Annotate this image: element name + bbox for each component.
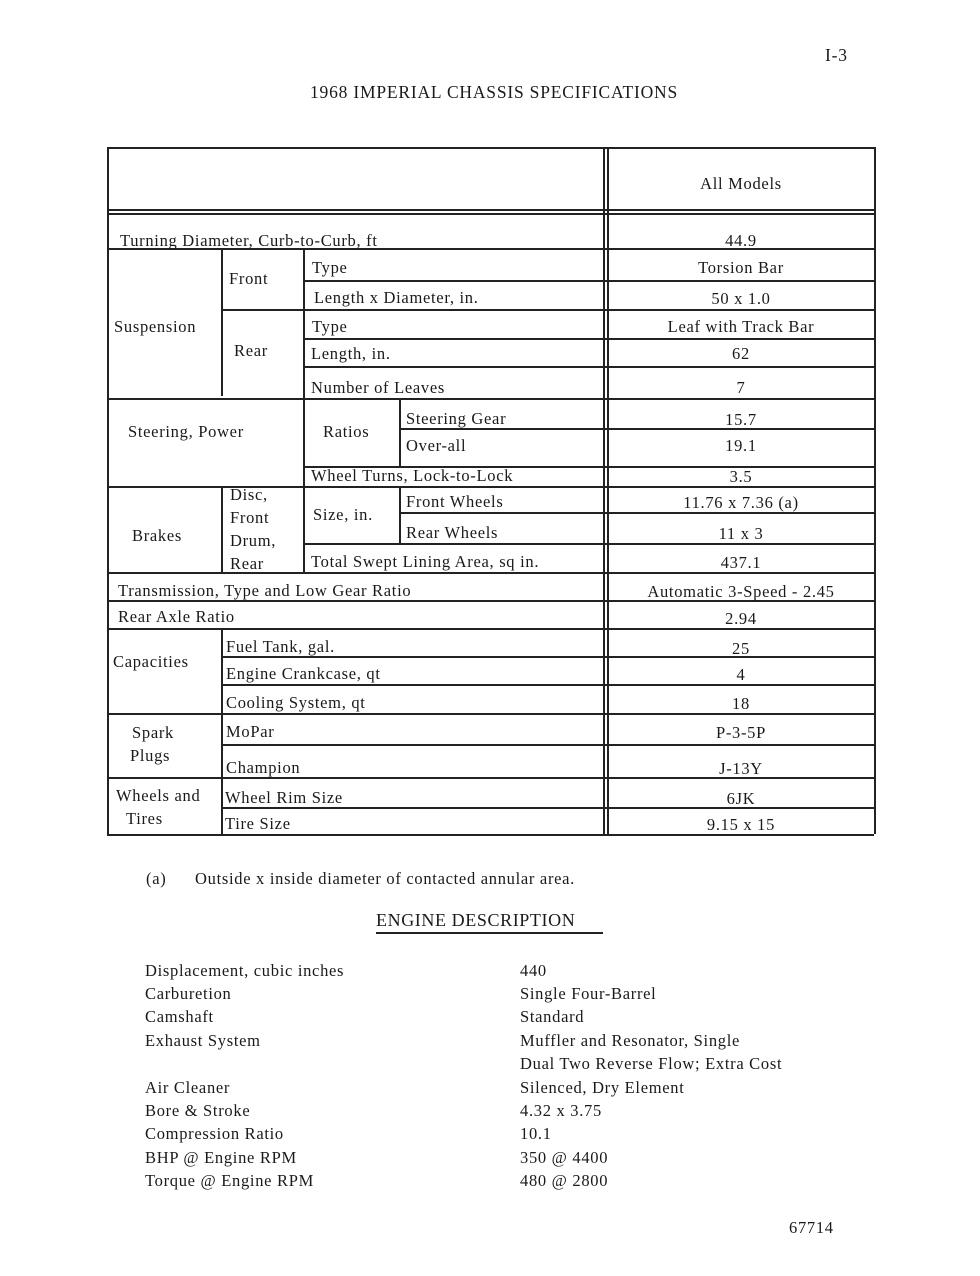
document-number: 67714: [789, 1218, 834, 1237]
row-label: Over-all: [406, 436, 467, 455]
subgroup-label: Rear: [234, 341, 268, 360]
table-rule: [874, 147, 876, 834]
column-header-all-models: All Models: [700, 174, 782, 193]
row-label: Length, in.: [311, 344, 391, 363]
table-rule: [303, 366, 874, 368]
row-label: Fuel Tank, gal.: [226, 637, 335, 656]
footnote-text: Outside x inside diameter of contacted annular area.: [195, 869, 576, 888]
row-value: 437.1: [720, 553, 762, 572]
row-label: Rear Wheels: [406, 523, 499, 542]
table-rule: [107, 147, 874, 149]
table-rule: [221, 744, 874, 746]
section-title-underline: [376, 932, 603, 934]
engine-spec-label: Bore & Stroke: [145, 1101, 251, 1120]
row-label: Length x Diameter, in.: [314, 288, 479, 307]
table-rule: [303, 543, 874, 545]
engine-spec-value: 480 @ 2800: [520, 1171, 609, 1190]
row-value: Leaf with Track Bar: [667, 317, 815, 336]
row-label: Champion: [226, 758, 301, 777]
row-value: Torsion Bar: [698, 258, 784, 277]
row-value: 11.76 x 7.36 (a): [683, 493, 799, 512]
table-rule: [221, 628, 223, 834]
group-label-spark: Spark: [132, 723, 174, 742]
table-rule: [107, 572, 874, 574]
engine-spec-label: Displacement, cubic inches: [145, 961, 345, 980]
row-value: 3.5: [729, 467, 753, 486]
row-value: P-3-5P: [715, 723, 767, 742]
row-value: 2.94: [725, 609, 757, 628]
row-value: 44.9: [725, 231, 757, 250]
row-value: 7: [736, 378, 746, 397]
row-label: Transmission, Type and Low Gear Ratio: [118, 581, 412, 600]
table-rule: [303, 280, 874, 282]
row-value: 11 x 3: [718, 524, 764, 543]
row-value: 19.1: [725, 436, 757, 455]
row-label: MoPar: [226, 722, 275, 741]
row-value: 25: [732, 639, 750, 658]
subgroup-label: Size, in.: [313, 505, 373, 524]
subgroup-label: Disc,: [230, 485, 268, 504]
row-label: Number of Leaves: [311, 378, 445, 397]
table-rule: [303, 338, 874, 340]
row-value: Automatic 3-Speed - 2.45: [647, 582, 835, 601]
row-label: Engine Crankcase, qt: [226, 664, 381, 683]
row-label: Wheel Turns, Lock-to-Lock: [311, 466, 514, 485]
engine-spec-value: 440: [520, 961, 547, 980]
group-label-capacities: Capacities: [113, 652, 189, 671]
row-label: Tire Size: [225, 814, 291, 833]
table-rule: [399, 486, 401, 543]
engine-spec-value: 10.1: [520, 1124, 552, 1143]
engine-spec-value: Muffler and Resonator, Single: [520, 1031, 741, 1050]
group-label-brakes: Brakes: [132, 526, 183, 545]
engine-spec-label: Compression Ratio: [145, 1124, 284, 1143]
table-rule: [221, 486, 223, 572]
engine-spec-label: Torque @ Engine RPM: [145, 1171, 314, 1190]
engine-spec-value: 4.32 x 3.75: [520, 1101, 602, 1120]
engine-spec-label: Air Cleaner: [145, 1078, 231, 1097]
table-rule: [303, 248, 305, 572]
row-value: 9.15 x 15: [706, 815, 776, 834]
row-label: Type: [312, 317, 348, 336]
subgroup-label: Front: [230, 508, 270, 527]
subgroup-label: Ratios: [323, 422, 370, 441]
subgroup-label: Front: [229, 269, 269, 288]
engine-spec-label: Camshaft: [145, 1007, 214, 1026]
engine-spec-value: Standard: [520, 1007, 585, 1026]
section-title-engine: ENGINE DESCRIPTION: [376, 910, 576, 930]
engine-spec-label: Exhaust System: [145, 1031, 261, 1050]
row-value: 4: [736, 665, 746, 684]
row-label: Steering Gear: [406, 409, 507, 428]
row-value: J-13Y: [719, 759, 763, 778]
row-label: Total Swept Lining Area, sq in.: [311, 552, 540, 571]
table-rule: [221, 684, 874, 686]
group-label-spark: Plugs: [130, 746, 171, 765]
row-label: Front Wheels: [406, 492, 504, 511]
page-title: 1968 IMPERIAL CHASSIS SPECIFICATIONS: [310, 82, 678, 102]
page-number: I-3: [825, 45, 848, 65]
row-label: Turning Diameter, Curb-to-Curb, ft: [120, 231, 378, 250]
engine-spec-value: Single Four-Barrel: [520, 984, 657, 1003]
subgroup-label: Rear: [230, 554, 264, 573]
table-rule: [603, 147, 605, 834]
engine-spec-label: Carburetion: [145, 984, 232, 1003]
group-label-suspension: Suspension: [114, 317, 197, 336]
row-value: 15.7: [725, 410, 757, 429]
table-rule: [399, 512, 874, 514]
row-label: Cooling System, qt: [226, 693, 366, 712]
subgroup-label: Drum,: [230, 531, 277, 550]
row-label: Wheel Rim Size: [225, 788, 343, 807]
row-value: 18: [732, 694, 750, 713]
table-rule: [107, 398, 874, 400]
engine-spec-label: BHP @ Engine RPM: [145, 1148, 297, 1167]
table-rule: [221, 309, 874, 311]
footnote-marker: (a): [146, 869, 167, 888]
group-label-wheels: Wheels and: [116, 786, 201, 805]
engine-spec-value: Silenced, Dry Element: [520, 1078, 685, 1097]
row-value: 50 x 1.0: [711, 289, 771, 308]
row-label: Type: [312, 258, 348, 277]
group-label-steering: Steering, Power: [128, 422, 244, 441]
table-rule: [107, 213, 874, 215]
engine-spec-value: Dual Two Reverse Flow; Extra Cost: [520, 1054, 783, 1073]
table-rule: [107, 209, 874, 211]
row-label: Rear Axle Ratio: [118, 607, 235, 626]
group-label-wheels: Tires: [126, 809, 163, 828]
row-value: 62: [732, 344, 750, 363]
row-value: 6JK: [726, 789, 756, 808]
table-rule: [399, 398, 401, 466]
engine-spec-value: 350 @ 4400: [520, 1148, 609, 1167]
table-rule: [221, 248, 223, 396]
table-rule: [107, 834, 874, 836]
table-rule: [107, 147, 109, 834]
